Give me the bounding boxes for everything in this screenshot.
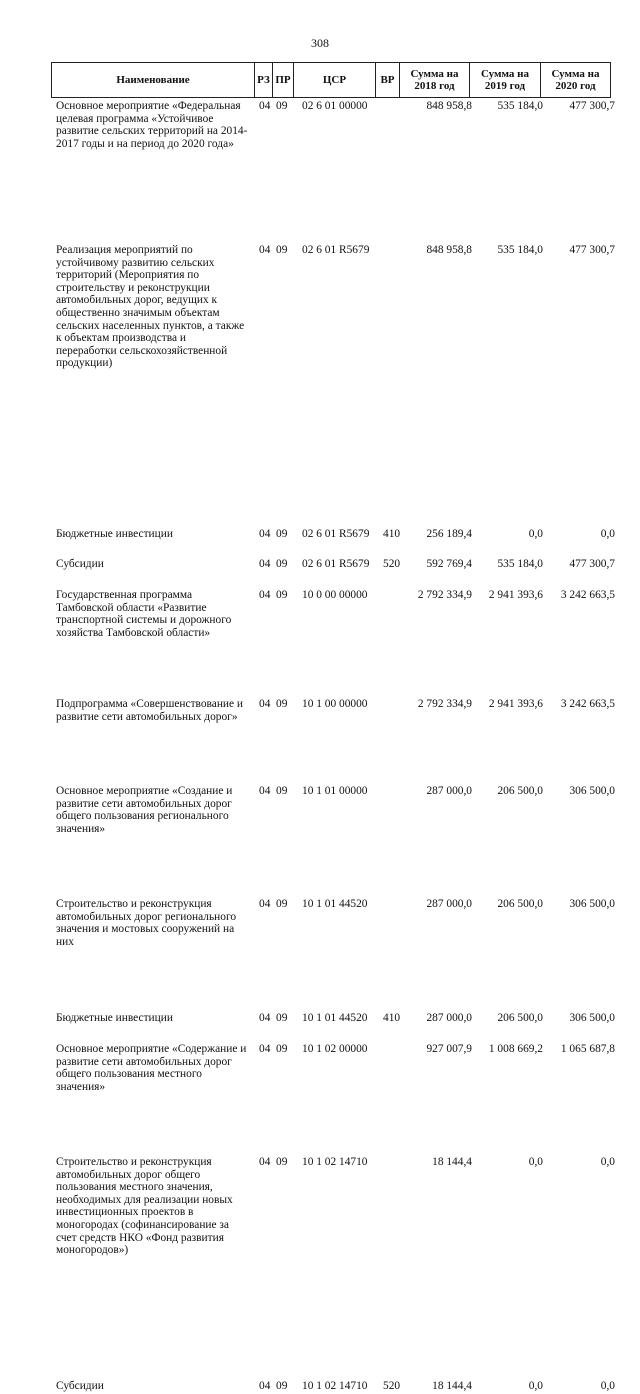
row-rz: 04: [259, 589, 271, 601]
row-csr: 02 6 01 R5679: [302, 558, 370, 570]
row-name: Бюджетные инвестиции: [56, 1012, 173, 1024]
row-sum-2019: 0,0: [528, 1380, 543, 1392]
row-rz: 04: [259, 1043, 271, 1055]
table-row: [0, 100, 640, 172]
row-rz: 04: [259, 100, 271, 112]
row-sum-2020: 477 300,7: [569, 558, 615, 570]
row-rz: 04: [259, 1156, 271, 1168]
row-name: Субсидии: [56, 1380, 104, 1392]
table-row: [0, 1043, 640, 1097]
row-name: Подпрограмма «Совершенствование и развитие сети автомобильных дорог»: [56, 698, 244, 723]
row-csr: 10 1 00 00000: [302, 698, 368, 710]
row-sum-2018: 287 000,0: [426, 1012, 472, 1024]
row-csr: 10 0 00 00000: [302, 589, 368, 601]
column-header-sum-2018: Сумма на 2018 год: [400, 63, 470, 98]
row-name: Основное мероприятие «Содержание и развитие сети автомобильных дорог общего пользования местного значения»: [56, 1043, 247, 1093]
table-row: [0, 698, 640, 738]
row-name: Строительство и реконструкция автомобильных дорог общего пользования местного значения, необходимых для реализации новых инвестиционных проектов в моногородах (софинансирование за счет средств НКО «Фонд развития моногородов»): [56, 1156, 233, 1257]
row-sum-2019: 0,0: [528, 528, 543, 540]
row-pr: 09: [276, 589, 288, 601]
row-name: Основное мероприятие «Федеральная целевая программа «Устойчивое развитие сельских территорий на 2014-2017 годы и на период до 2020 года»: [56, 100, 248, 150]
row-sum-2020: 0,0: [600, 528, 615, 540]
row-vr: 410: [383, 1012, 401, 1024]
page-number: 308: [311, 36, 329, 50]
row-sum-2019: 0,0: [528, 1156, 543, 1168]
row-pr: 09: [276, 244, 288, 256]
row-csr: 10 1 01 44520: [302, 1012, 368, 1024]
row-sum-2020: 306 500,0: [569, 1012, 615, 1024]
row-rz: 04: [259, 898, 271, 910]
row-rz: 04: [259, 244, 271, 256]
row-csr: 02 6 01 R5679: [302, 528, 370, 540]
row-vr: 410: [383, 528, 401, 540]
row-csr: 10 1 02 14710: [302, 1380, 368, 1392]
row-rz: 04: [259, 1012, 271, 1024]
row-csr: 10 1 02 00000: [302, 1043, 368, 1055]
table-row: [0, 898, 640, 952]
column-header-csr: ЦСР: [294, 63, 376, 98]
row-name: Государственная программа Тамбовской области «Развитие транспортной системы и дорожного хозяйства Тамбовской области»: [56, 589, 232, 639]
row-rz: 04: [259, 1380, 271, 1392]
table-row: [0, 1156, 640, 1266]
table-row: [0, 1012, 640, 1026]
row-vr: 520: [383, 558, 401, 570]
table-body: [0, 96, 640, 1392]
row-vr: 520: [383, 1380, 401, 1392]
table-row: [0, 558, 640, 572]
row-sum-2018: 2 792 334,9: [417, 589, 472, 601]
row-name: Строительство и реконструкция автомобильных дорог регионального значения и мостовых сооружений на них: [56, 898, 237, 948]
row-csr: 10 1 02 14710: [302, 1156, 368, 1168]
row-pr: 09: [276, 698, 288, 710]
row-sum-2019: 206 500,0: [497, 785, 543, 797]
row-name: Реализация мероприятий по устойчивому развитию сельских территорий (Мероприятия по строительству и реконструкции автомобильных дорог, ведущих к общественно значимым объектам сельских населенных пунктов, а также к объектам производства и переработки сельскохозяйственной продукции): [56, 244, 245, 370]
row-sum-2018: 18 144,4: [432, 1380, 472, 1392]
table-header: [51, 62, 611, 98]
table-row: [0, 1380, 640, 1394]
row-sum-2020: 0,0: [600, 1156, 615, 1168]
row-pr: 09: [276, 100, 288, 112]
row-sum-2018: 848 958,8: [426, 100, 472, 112]
row-csr: 02 6 01 00000: [302, 100, 368, 112]
row-sum-2020: 1 065 687,8: [560, 1043, 615, 1055]
table-row: [0, 785, 640, 839]
column-header-rz: РЗ: [255, 63, 273, 98]
row-csr: 10 1 01 00000: [302, 785, 368, 797]
row-pr: 09: [276, 528, 288, 540]
table-row: [0, 589, 640, 641]
column-header-name: Наименование: [52, 63, 255, 98]
row-pr: 09: [276, 898, 288, 910]
table-row: [0, 244, 640, 384]
row-sum-2018: 18 144,4: [432, 1156, 472, 1168]
row-pr: 09: [276, 1012, 288, 1024]
row-name: Основное мероприятие «Создание и развитие сети автомобильных дорог общего пользования регионального значения»: [56, 785, 233, 835]
row-sum-2019: 2 941 393,6: [488, 698, 543, 710]
row-sum-2019: 535 184,0: [497, 100, 543, 112]
row-sum-2020: 477 300,7: [569, 100, 615, 112]
row-sum-2018: 927 007,9: [426, 1043, 472, 1055]
row-pr: 09: [276, 1043, 288, 1055]
row-sum-2018: 2 792 334,9: [417, 698, 472, 710]
row-name: Субсидии: [56, 558, 104, 570]
row-csr: 10 1 01 44520: [302, 898, 368, 910]
row-rz: 04: [259, 785, 271, 797]
row-sum-2020: 3 242 663,5: [560, 698, 615, 710]
row-pr: 09: [276, 558, 288, 570]
row-pr: 09: [276, 1156, 288, 1168]
row-sum-2018: 256 189,4: [426, 528, 472, 540]
row-sum-2019: 206 500,0: [497, 1012, 543, 1024]
row-rz: 04: [259, 698, 271, 710]
column-header-sum-2019: Сумма на 2019 год: [470, 63, 541, 98]
row-sum-2019: 535 184,0: [497, 558, 543, 570]
column-header-vr: ВР: [376, 63, 400, 98]
column-header-pr: ПР: [273, 63, 294, 98]
row-rz: 04: [259, 528, 271, 540]
row-sum-2020: 306 500,0: [569, 785, 615, 797]
row-rz: 04: [259, 558, 271, 570]
row-sum-2018: 287 000,0: [426, 785, 472, 797]
table-row: [0, 528, 640, 542]
row-sum-2020: 3 242 663,5: [560, 589, 615, 601]
row-csr: 02 6 01 R5679: [302, 244, 370, 256]
row-name: Бюджетные инвестиции: [56, 528, 173, 540]
row-sum-2019: 206 500,0: [497, 898, 543, 910]
row-pr: 09: [276, 1380, 288, 1392]
row-sum-2019: 2 941 393,6: [488, 589, 543, 601]
row-sum-2020: 0,0: [600, 1380, 615, 1392]
row-pr: 09: [276, 785, 288, 797]
row-sum-2020: 306 500,0: [569, 898, 615, 910]
row-sum-2019: 535 184,0: [497, 244, 543, 256]
row-sum-2018: 848 958,8: [426, 244, 472, 256]
row-sum-2018: 592 769,4: [426, 558, 472, 570]
column-header-sum-2020: Сумма на 2020 год: [541, 63, 611, 98]
row-sum-2019: 1 008 669,2: [488, 1043, 543, 1055]
row-sum-2018: 287 000,0: [426, 898, 472, 910]
row-sum-2020: 477 300,7: [569, 244, 615, 256]
